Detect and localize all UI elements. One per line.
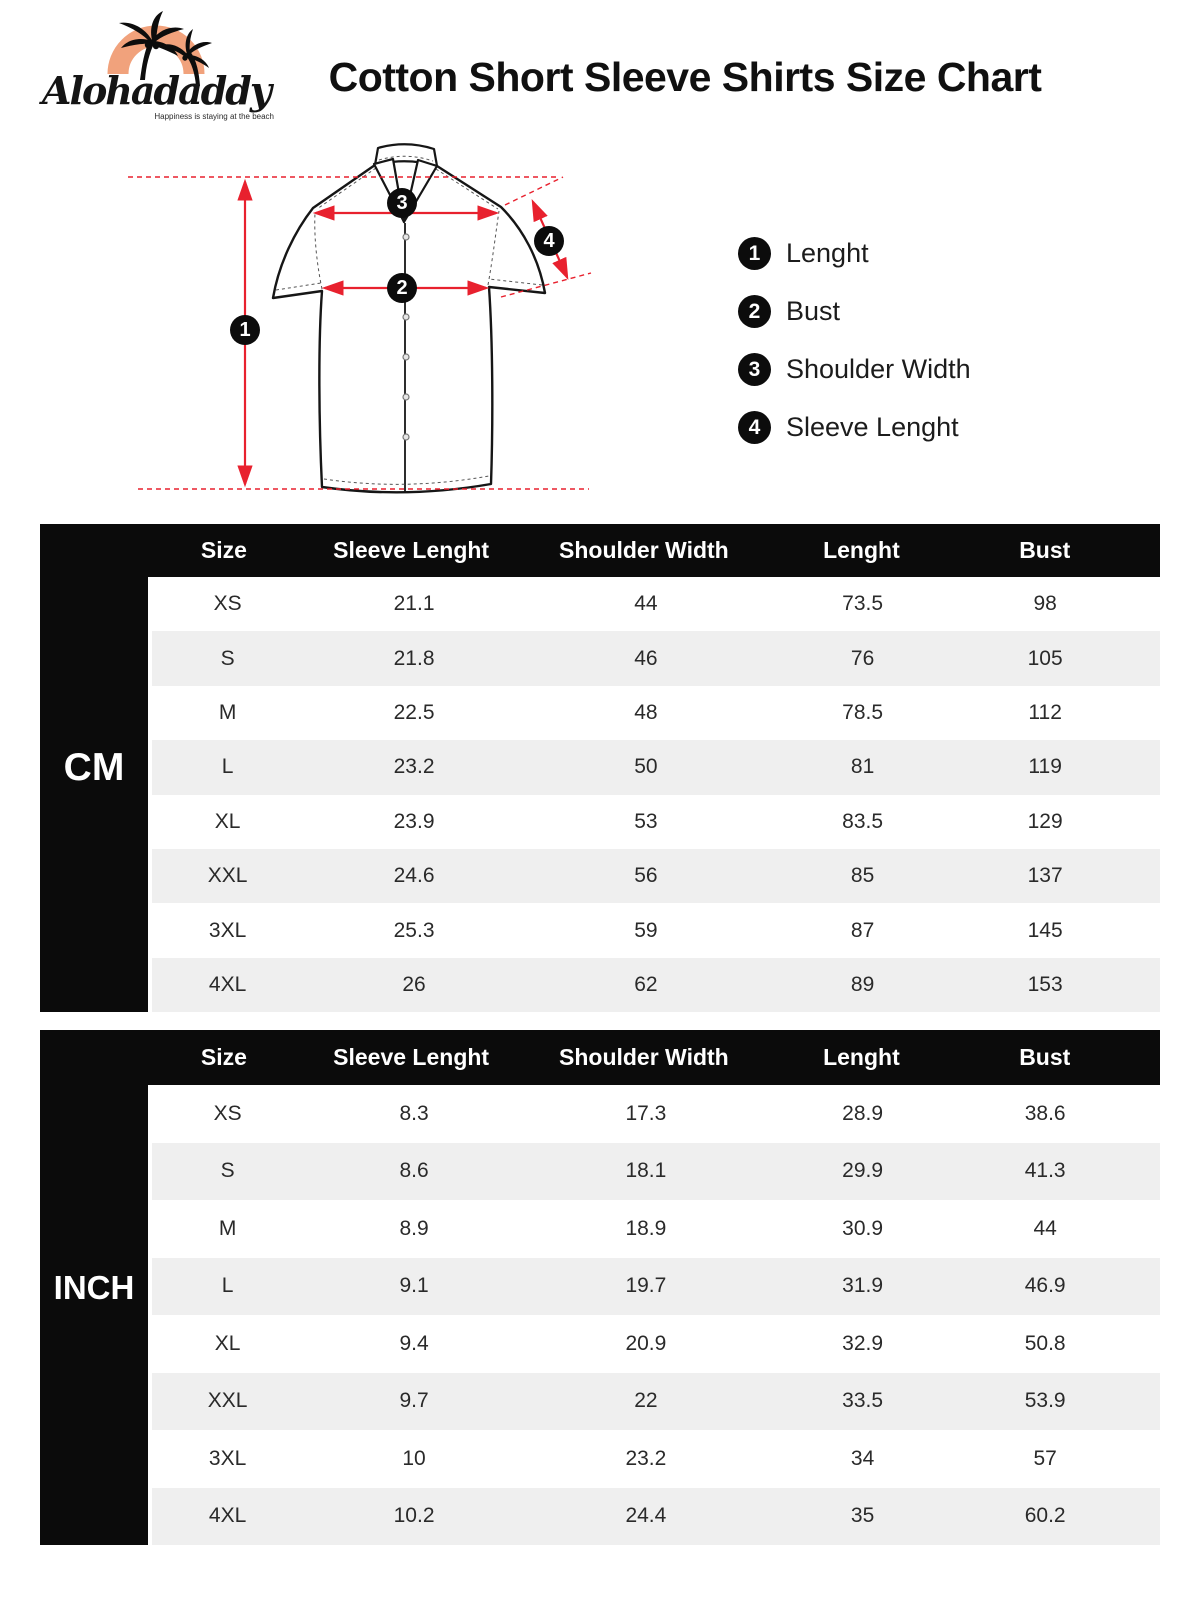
diagram-marker-shoulder: 3	[387, 188, 417, 218]
table-row	[152, 1085, 1160, 1143]
table-cell: 48	[634, 700, 658, 724]
table-cell: 25.3	[393, 918, 435, 942]
table-cell: 44	[1033, 1216, 1057, 1240]
table-cell: 153	[1027, 972, 1063, 996]
table-cell: 56	[634, 864, 658, 888]
column-header: Sleeve Lenght	[333, 1044, 490, 1070]
table-cell: 23.2	[393, 755, 435, 779]
column-header: Shoulder Width	[559, 537, 729, 563]
table-cell: 22.5	[393, 700, 435, 724]
legend-number-icon: 4	[738, 411, 771, 444]
measurement-legend	[738, 236, 971, 468]
table-cell: 22	[634, 1389, 658, 1413]
table-cell: 112	[1028, 700, 1062, 724]
table-row	[152, 1258, 1160, 1316]
table-cell: 18.9	[625, 1216, 667, 1240]
table-cell: 23.9	[393, 809, 435, 833]
table-cell: L	[221, 755, 234, 779]
table-row	[152, 577, 1160, 631]
legend-label: Bust	[786, 295, 841, 326]
table-cell: 46.9	[1024, 1274, 1066, 1298]
table-cell: 9.1	[399, 1274, 429, 1298]
table-cell: XXL	[207, 864, 248, 888]
table-cell: 10	[402, 1446, 426, 1470]
table-row	[152, 903, 1160, 957]
table-row	[152, 631, 1160, 685]
table-cell: 41.3	[1024, 1159, 1066, 1183]
table-cell: L	[221, 1274, 234, 1298]
table-cell: 73.5	[842, 592, 884, 616]
table-cell: 8.3	[399, 1101, 429, 1125]
table-cell: 105	[1027, 646, 1063, 670]
table-cell: M	[218, 1216, 237, 1240]
table-cell: 76	[850, 646, 875, 670]
table-cell: XXL	[207, 1389, 248, 1413]
table-header-row	[148, 524, 1160, 577]
table-cell: 8.9	[399, 1216, 429, 1240]
table-cell: 59	[634, 918, 658, 942]
table-cell: 89	[850, 972, 875, 996]
table-cell: 24.6	[393, 864, 435, 888]
table-cell: 81	[850, 755, 875, 779]
column-header: Bust	[1019, 537, 1071, 563]
table-cell: 29.9	[842, 1159, 884, 1183]
size-table-cm	[40, 524, 1160, 1012]
table-cell: 35	[850, 1504, 875, 1528]
table-cell: 83.5	[842, 809, 884, 833]
table-cell: 53.9	[1024, 1389, 1066, 1413]
legend-label: Shoulder Width	[786, 353, 971, 384]
column-header: Sleeve Lenght	[333, 537, 490, 563]
table-cell: 57	[1033, 1446, 1057, 1470]
table-row	[152, 1373, 1160, 1431]
column-header: Lenght	[823, 537, 900, 563]
table-cell: M	[218, 700, 237, 724]
column-header: Size	[200, 1044, 247, 1070]
table-cell: XL	[214, 809, 241, 833]
legend-item-shoulder-width	[738, 352, 971, 386]
column-header: Lenght	[823, 1044, 900, 1070]
table-cell: 33.5	[842, 1389, 884, 1413]
legend-item-length	[738, 236, 971, 270]
table-cell: 78.5	[842, 700, 884, 724]
table-cell: 129	[1027, 809, 1063, 833]
table-row	[152, 1315, 1160, 1373]
table-row	[152, 849, 1160, 903]
table-cell: 26	[402, 972, 426, 996]
table-cell: 32.9	[842, 1331, 884, 1355]
table-body	[152, 1085, 1160, 1545]
table-cell: 87	[850, 918, 875, 942]
table-cell: 44	[634, 592, 658, 616]
diagram-marker-length: 1	[230, 315, 260, 345]
table-cell: 4XL	[208, 1504, 247, 1528]
table-cell: 145	[1027, 918, 1063, 942]
table-cell: XL	[214, 1331, 241, 1355]
table-row	[152, 1143, 1160, 1201]
table-cell: 53	[634, 809, 658, 833]
unit-label-cm: CM	[40, 524, 148, 1012]
table-body	[152, 577, 1160, 1012]
table-row	[152, 686, 1160, 740]
table-cell: 34	[850, 1446, 875, 1470]
table-cell: 119	[1028, 755, 1062, 779]
legend-label: Lenght	[786, 237, 869, 268]
table-cell: 60.2	[1024, 1504, 1066, 1528]
table-cell: 19.7	[625, 1274, 667, 1298]
table-cell: 38.6	[1024, 1101, 1066, 1125]
brand-name: Alohadaddy	[42, 68, 270, 113]
table-row	[152, 1200, 1160, 1258]
table-cell: 18.1	[625, 1159, 667, 1183]
table-cell: S	[220, 646, 235, 670]
table-row	[152, 795, 1160, 849]
legend-number-icon: 3	[738, 353, 771, 386]
shirt-diagram	[95, 135, 615, 505]
table-header-row	[148, 1030, 1160, 1085]
shirt-drawing	[95, 135, 615, 505]
table-cell: 9.7	[399, 1389, 429, 1413]
table-row	[152, 740, 1160, 794]
size-table-inch	[40, 1030, 1160, 1545]
table-cell: 31.9	[842, 1274, 884, 1298]
table-cell: 21.1	[393, 592, 435, 616]
unit-label-inch: INCH	[40, 1030, 148, 1545]
table-cell: 3XL	[208, 918, 247, 942]
table-cell: 21.8	[393, 646, 435, 670]
legend-item-sleeve-length	[738, 410, 971, 444]
table-row	[152, 1430, 1160, 1488]
table-row	[152, 1488, 1160, 1546]
table-cell: 24.4	[625, 1504, 667, 1528]
table-cell: 50	[634, 755, 658, 779]
column-header: Size	[200, 537, 247, 563]
legend-number-icon: 1	[738, 237, 771, 270]
table-cell: 50.8	[1024, 1331, 1066, 1355]
brand-tagline: Happiness is staying at the beach	[154, 112, 274, 121]
table-cell: 20.9	[625, 1331, 667, 1355]
table-cell: XS	[213, 1101, 242, 1125]
table-cell: 30.9	[842, 1216, 884, 1240]
table-cell: S	[220, 1159, 235, 1183]
table-cell: 98	[1033, 592, 1057, 616]
table-cell: 10.2	[393, 1504, 435, 1528]
table-cell: 85	[850, 864, 875, 888]
table-cell: 9.4	[399, 1331, 429, 1355]
table-cell: 23.2	[625, 1446, 667, 1470]
page-title: Cotton Short Sleeve Shirts Size Chart	[328, 54, 1042, 100]
table-cell: XS	[213, 592, 242, 616]
table-cell: 137	[1027, 864, 1063, 888]
table-cell: 8.6	[399, 1159, 429, 1183]
brand-logo	[28, 8, 284, 121]
diagram-marker-sleeve: 4	[534, 226, 564, 256]
table-cell: 17.3	[625, 1101, 667, 1125]
table-cell: 4XL	[208, 972, 247, 996]
legend-label: Sleeve Lenght	[786, 411, 959, 442]
table-cell: 28.9	[842, 1101, 884, 1125]
legend-number-icon: 2	[738, 295, 771, 328]
table-cell: 62	[634, 972, 658, 996]
table-cell: 3XL	[208, 1446, 247, 1470]
column-header: Shoulder Width	[559, 1044, 729, 1070]
diagram-marker-bust: 2	[387, 273, 417, 303]
column-header: Bust	[1019, 1044, 1071, 1070]
table-row	[152, 958, 1160, 1012]
legend-item-bust	[738, 294, 971, 328]
table-cell: 46	[634, 646, 658, 670]
